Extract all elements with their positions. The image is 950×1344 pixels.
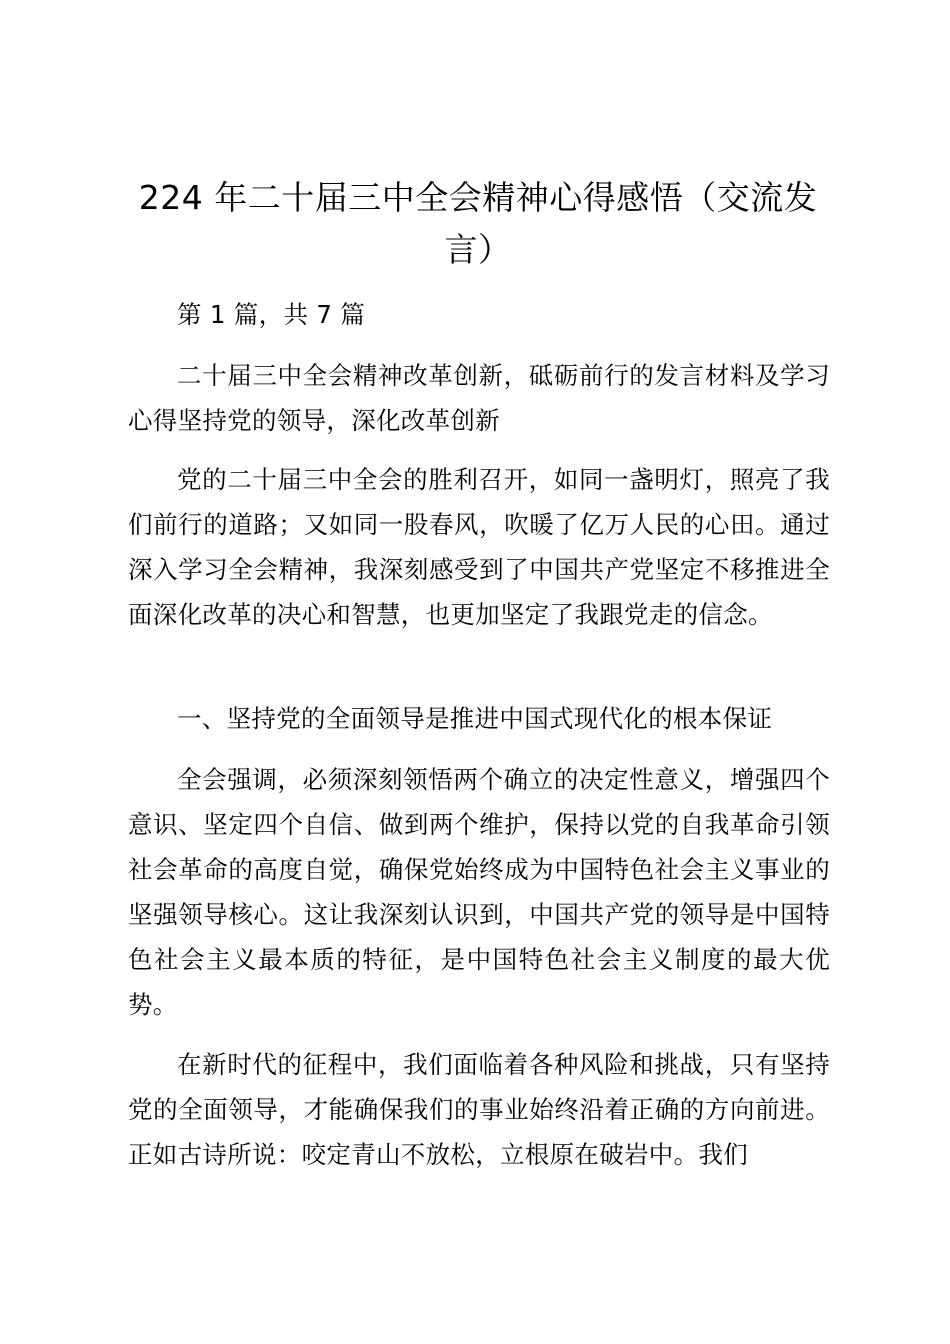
article-count: 第 1 篇，共 7 篇 [177,300,366,329]
paragraph: 二十届三中全会精神改革创新，砥砺前行的发言材料及学习心得坚持党的领导，深化改革创新 [128,361,830,435]
document-title: 224 年二十届三中全会精神心得感悟（交流发言） [138,178,818,269]
section-heading: 一、坚持党的全面领导是推进中国式现代化的根本保证 [177,704,773,733]
paragraph: 全会强调，必须深刻领悟两个确立的决定性意义，增强四个意识、坚定四个自信、做到两个维护，保持以党的自我革命引领社会革命的高度自觉，确保党始终成为中国特色社会主义事业的坚强领导核心。这让我深刻认识到，中国共产党的领导是中国特色社会主义最本质的特征，是中国特色社会主义制度的最大优势。 [128,765,830,1019]
paragraph: 党的二十届三中全会的胜利召开，如同一盏明灯，照亮了我们前行的道路；又如同一股春风，吹暖了亿万人民的心田。通过深入学习全会精神，我深刻感受到了中国共产党坚定不移推进全面深化改革的决心和智慧，也更加坚定了我跟党走的信念。 [128,465,830,629]
paragraph: 在新时代的征程中，我们面临着各种风险和挑战，只有坚持党的全面领导，才能确保我们的事业始终沿着正确的方向前进。正如古诗所说：咬定青山不放松，立根原在破岩中。我们 [128,1050,830,1169]
